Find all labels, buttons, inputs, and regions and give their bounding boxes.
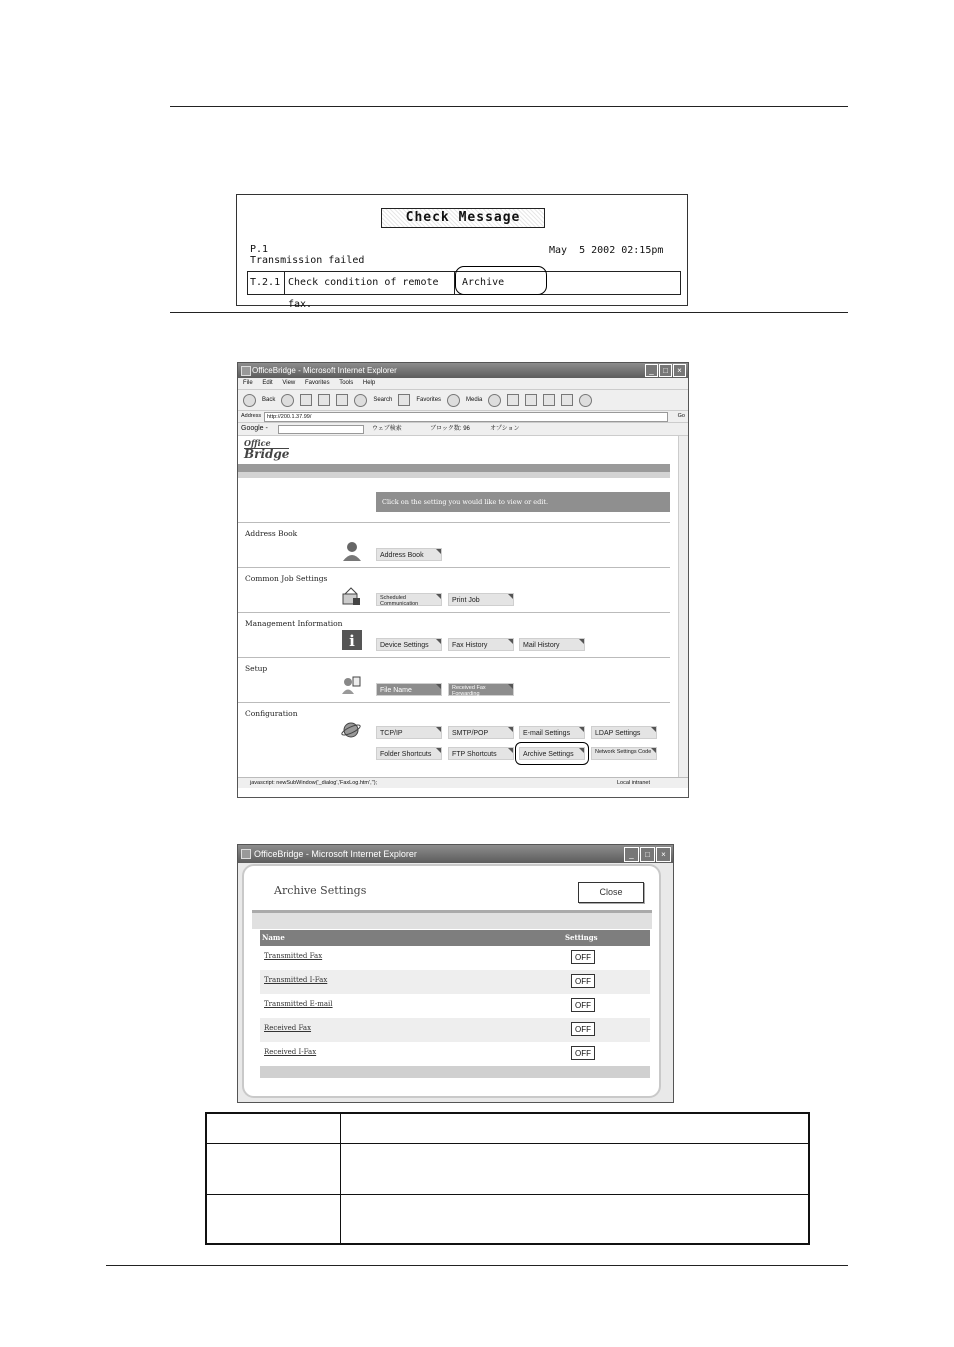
header-band — [238, 464, 670, 472]
svg-text:i: i — [349, 632, 355, 650]
row-divider — [207, 1194, 808, 1195]
file-name-button[interactable]: File Name — [376, 683, 442, 696]
message-description: Check condition of remote fax. — [288, 272, 455, 294]
printout-rule — [170, 312, 848, 313]
off-toggle[interactable]: OFF — [571, 1022, 595, 1036]
table-row — [260, 1018, 650, 1042]
received-fax-forwarding-button[interactable]: Received Fax Forwarding — [448, 683, 514, 696]
menu-favorites[interactable]: Favorites — [304, 380, 330, 386]
smtp-pop-button[interactable]: SMTP/POP — [448, 726, 514, 739]
menu-bar — [238, 378, 688, 390]
mail-icon[interactable] — [507, 394, 519, 406]
browser-content — [238, 436, 688, 777]
ie-icon — [241, 366, 251, 376]
archive-heading: Archive Settings — [274, 884, 367, 897]
address-input[interactable]: http://200.1.37.99/ — [264, 412, 668, 422]
transmission-status: Transmission failed — [250, 255, 365, 266]
browser-toolbar — [238, 390, 688, 411]
archive-window-title: OfficeBridge - Microsoft Internet Explorer — [254, 849, 417, 859]
archive-settings-button[interactable]: Archive Settings — [519, 747, 585, 760]
section-title: Address Book — [245, 529, 298, 538]
archive-highlight-oval — [455, 266, 547, 295]
section-title: Setup — [245, 664, 268, 673]
footer-rule — [106, 1265, 848, 1266]
message-code: T.2.1 — [250, 272, 285, 294]
maximize-button[interactable]: □ — [640, 847, 655, 862]
section-title: Configuration — [245, 709, 298, 718]
google-options[interactable]: オプション — [490, 426, 520, 432]
media-icon[interactable] — [447, 394, 460, 407]
section-configuration — [238, 702, 670, 771]
message-action: Archive — [462, 277, 505, 288]
job-settings-icon — [341, 586, 361, 606]
menu-edit[interactable]: Edit — [262, 380, 273, 386]
favorites-label[interactable]: Favorites — [416, 397, 442, 403]
person-icon — [342, 541, 362, 561]
stop-icon[interactable] — [300, 394, 312, 406]
setup-icon — [341, 675, 361, 695]
row-name-link[interactable]: Transmitted I-Fax — [264, 976, 328, 984]
fax-history-button[interactable]: Fax History — [448, 638, 514, 651]
back-label[interactable]: Back — [262, 397, 276, 403]
ldap-settings-button[interactable]: LDAP Settings — [591, 726, 657, 739]
archive-settings-highlight — [515, 742, 589, 765]
column-divider — [340, 1114, 341, 1243]
archive-titlebar — [238, 845, 673, 863]
browser-title: OfficeBridge - Microsoft Internet Explorer — [252, 366, 397, 375]
top-rule — [170, 106, 848, 107]
print-job-button[interactable]: Print Job — [448, 593, 514, 606]
zone-label: Local intranet — [616, 780, 650, 786]
col-settings: Settings — [565, 933, 598, 942]
row-name-link[interactable]: Transmitted E-mail — [264, 1000, 333, 1008]
info-icon — [342, 630, 362, 650]
address-book-button[interactable]: Address Book — [376, 548, 442, 561]
discuss-icon[interactable] — [561, 394, 573, 406]
device-settings-button[interactable]: Device Settings — [376, 638, 442, 651]
tcpip-button[interactable]: TCP/IP — [376, 726, 442, 739]
table-row — [260, 970, 650, 994]
scheduled-communication-button[interactable]: Scheduled Communication — [376, 593, 442, 606]
google-web-search[interactable]: ウェブ検索 — [372, 426, 402, 432]
mail-history-button[interactable]: Mail History — [519, 638, 585, 651]
favorites-star-icon[interactable] — [398, 394, 410, 406]
message-datetime: May 5 2002 02:15pm — [549, 245, 664, 256]
archive-table-header — [260, 930, 650, 946]
folder-shortcuts-button[interactable]: Folder Shortcuts — [376, 747, 442, 760]
refresh-icon[interactable] — [318, 394, 330, 406]
page-number: P.1 — [250, 244, 269, 255]
email-settings-button[interactable]: E-mail Settings — [519, 726, 585, 739]
address-label: Address — [241, 413, 262, 419]
close-button[interactable]: Close — [578, 882, 644, 903]
search-label[interactable]: Search — [373, 397, 393, 403]
network-settings-code-button[interactable]: Network Settings Code — [591, 747, 657, 760]
off-toggle[interactable]: OFF — [571, 974, 595, 988]
table-row — [260, 994, 650, 1018]
history-icon[interactable] — [488, 394, 501, 407]
off-toggle[interactable]: OFF — [571, 998, 595, 1012]
archive-settings-window — [237, 844, 674, 1103]
address-bar — [238, 411, 688, 423]
google-block-count[interactable]: ブロック数: 96 — [430, 426, 470, 432]
messenger-icon[interactable] — [579, 394, 592, 407]
archive-band-light — [252, 913, 652, 929]
section-setup — [238, 657, 670, 703]
menu-help[interactable]: Help — [362, 380, 376, 386]
section-management — [238, 612, 670, 658]
google-toolbar — [238, 423, 688, 436]
edit-icon[interactable] — [543, 394, 555, 406]
media-label[interactable]: Media — [466, 397, 483, 403]
close-window-button[interactable]: × — [673, 364, 686, 377]
check-message-printout — [236, 194, 688, 310]
table-row — [260, 1042, 650, 1066]
minimize-button[interactable]: _ — [645, 364, 658, 377]
section-address-book — [238, 522, 670, 568]
ftp-shortcuts-button[interactable]: FTP Shortcuts — [448, 747, 514, 760]
back-arrow-icon[interactable] — [243, 394, 256, 407]
instruction-bar: Click on the setting you would like to view or edit. — [376, 492, 670, 512]
description-table — [205, 1112, 810, 1245]
row-name-link[interactable]: Received Fax — [264, 1024, 312, 1032]
browser-window — [237, 362, 689, 798]
home-icon[interactable] — [336, 394, 348, 406]
menu-file[interactable]: File — [243, 380, 253, 386]
google-logo: Google - — [241, 425, 268, 432]
section-title: Management Information — [245, 619, 343, 628]
off-toggle[interactable]: OFF — [571, 1046, 595, 1060]
section-title: Common Job Settings — [245, 574, 328, 583]
globe-icon — [341, 720, 361, 740]
header-band-light — [238, 472, 670, 478]
col-name: Name — [262, 933, 285, 942]
close-window-button[interactable]: × — [656, 847, 671, 862]
print-icon[interactable] — [525, 394, 537, 406]
vertical-scrollbar[interactable] — [678, 436, 688, 777]
officebridge-logo: Office Bridge — [244, 438, 290, 461]
section-common-job — [238, 567, 670, 613]
status-text: javascript: newSubWindow('_dialog','FaxLog.htm',''); — [250, 780, 378, 786]
google-search-input[interactable] — [278, 425, 364, 434]
row-divider — [207, 1143, 808, 1144]
browser-titlebar — [238, 363, 688, 378]
archive-footer-band — [260, 1066, 650, 1078]
off-toggle[interactable]: OFF — [571, 950, 595, 964]
minimize-button[interactable]: _ — [624, 847, 639, 862]
status-bar — [238, 777, 688, 788]
check-message-title: Check Message — [381, 208, 545, 228]
forward-arrow-icon[interactable] — [281, 394, 294, 407]
menu-tools[interactable]: Tools — [339, 380, 354, 386]
menu-view[interactable]: View — [282, 380, 296, 386]
table-row — [260, 946, 650, 970]
maximize-button[interactable]: □ — [659, 364, 672, 377]
go-button[interactable]: Go — [677, 413, 685, 419]
search-icon[interactable] — [354, 394, 367, 407]
row-name-link[interactable]: Received I-Fax — [264, 1048, 317, 1056]
row-name-link[interactable]: Transmitted Fax — [264, 952, 323, 960]
ie-icon — [241, 849, 251, 859]
archive-panel — [242, 864, 661, 1098]
